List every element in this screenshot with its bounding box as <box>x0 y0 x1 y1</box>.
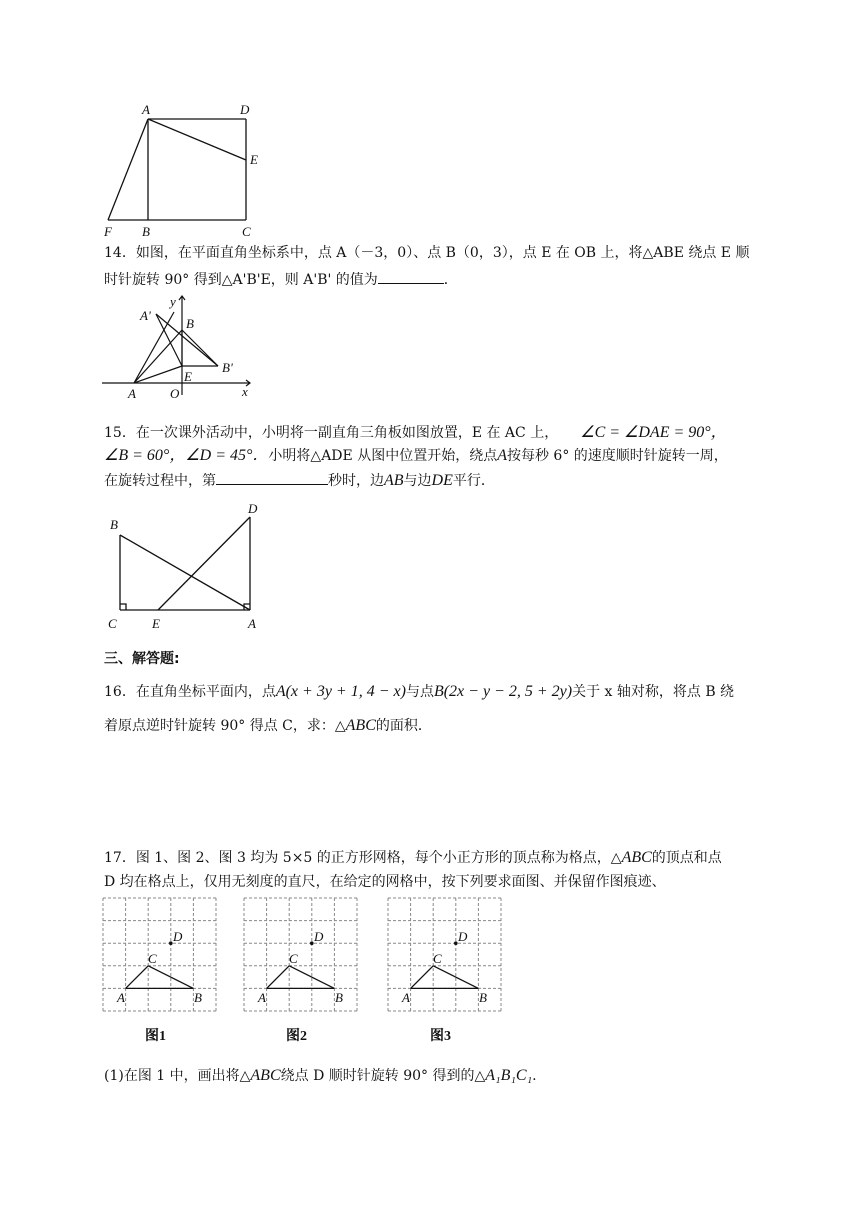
svg-text:B: B <box>335 990 343 1005</box>
q15-angle-condition: ∠C = ∠DAE = 90°， <box>580 424 727 441</box>
q16-line1: 16．在直角坐标平面内，点A(x + 3y + 1, 4 − x)与点B(2x − y − 2, 5 + 2y)关于 x 轴对称，将点 B 绕 <box>104 683 735 700</box>
q14-line2: 时针旋转 90° 得到△A'B'E，则 A'B' 的值为 ． <box>104 269 458 290</box>
svg-text:D: D <box>173 929 183 944</box>
label-A: A <box>248 616 256 631</box>
q15-angles: ∠B = 60°，∠D = 45°． <box>104 447 269 464</box>
label-y: y <box>170 294 176 309</box>
caption-3: 图3 <box>430 1029 451 1044</box>
label-E: E <box>250 152 258 167</box>
svg-text:C: C <box>289 951 298 966</box>
label-B: B <box>110 517 118 532</box>
q16-line2: 着原点逆时针旋转 90° 得点 C，求：△ABC的面积． <box>104 717 432 734</box>
grid-figure-3 <box>388 898 501 1044</box>
label-x: x <box>242 384 248 399</box>
svg-text:D: D <box>314 929 324 944</box>
q14-text: 时针旋转 90° 得到△A'B'E，则 A'B' 的值为 <box>104 272 378 288</box>
q17-line2: D 均在格点上，仅用无刻度的直尺，在给定的网格中，按下列要求面图、并保留作图痕迹、 <box>104 874 666 890</box>
svg-text:D: D <box>458 929 468 944</box>
section-heading: 三、解答题: <box>104 651 180 667</box>
svg-text:A: A <box>402 990 410 1005</box>
svg-text:B: B <box>194 990 202 1005</box>
svg-text:A: A <box>258 990 266 1005</box>
q16-point-B: B(2x − y − 2, 5 + 2y) <box>433 683 573 700</box>
q14-answer-blank[interactable] <box>378 269 444 284</box>
caption-2: 图2 <box>286 1029 307 1044</box>
label-B: B <box>186 316 194 331</box>
figure-15 <box>100 497 270 637</box>
label-A: A <box>128 386 136 401</box>
figure-14 <box>100 290 260 402</box>
caption-1: 图1 <box>145 1029 166 1044</box>
label-B-prime: B' <box>222 360 233 375</box>
figure-13 <box>100 102 280 242</box>
svg-text:B: B <box>479 990 487 1005</box>
label-D: D <box>248 501 258 516</box>
grid-figure-2 <box>244 898 357 1044</box>
label-A: A <box>142 102 150 117</box>
label-A-prime: A' <box>140 308 151 323</box>
label-C: C <box>242 224 251 239</box>
svg-text:C: C <box>433 951 442 966</box>
label-O: O <box>170 386 180 401</box>
label-E: E <box>184 369 192 384</box>
svg-text:C: C <box>148 951 157 966</box>
q17-line1: 17．图 1、图 2、图 3 均为 5×5 的正方形网格，每个小正方形的顶点称为格点，△ABC的顶点和点 <box>104 849 722 866</box>
q15-line1: 15．在一次课外活动中，小明将一副直角三角板如图放置，E 在 AC 上， ∠C = ∠DAE = 90°， <box>104 424 727 441</box>
q15-answer-blank[interactable] <box>216 470 328 485</box>
label-C: C <box>108 616 117 631</box>
label-E: E <box>152 616 160 631</box>
q15-line2: ∠B = 60°，∠D = 45°．小明将△ADE 从图中位置开始，绕点A按每秒 6° 的速度顺时针旋转一周， <box>104 447 728 464</box>
label-F: F <box>104 224 112 239</box>
q15-line3: 在旋转过程中，第 秒时，边AB与边DE平行． <box>104 472 495 489</box>
q17-sub1: (1)在图 1 中，画出将△ABC绕点 D 顺时针旋转 90° 得到的△A₁B₁C₁. <box>104 1067 537 1084</box>
label-B: B <box>142 224 150 239</box>
q14-line1: 14．如图，在平面直角坐标系中，点 A（－3，0）、点 B（0，3），点 E 在 OB 上，将△ABE 绕点 E 顺 <box>104 245 750 261</box>
q16-point-A: A(x + 3y + 1, 4 − x) <box>275 683 406 700</box>
grid-figure-1 <box>103 898 216 1044</box>
q17-figures <box>100 895 510 1050</box>
label-D: D <box>240 102 250 117</box>
svg-text:A: A <box>117 990 125 1005</box>
